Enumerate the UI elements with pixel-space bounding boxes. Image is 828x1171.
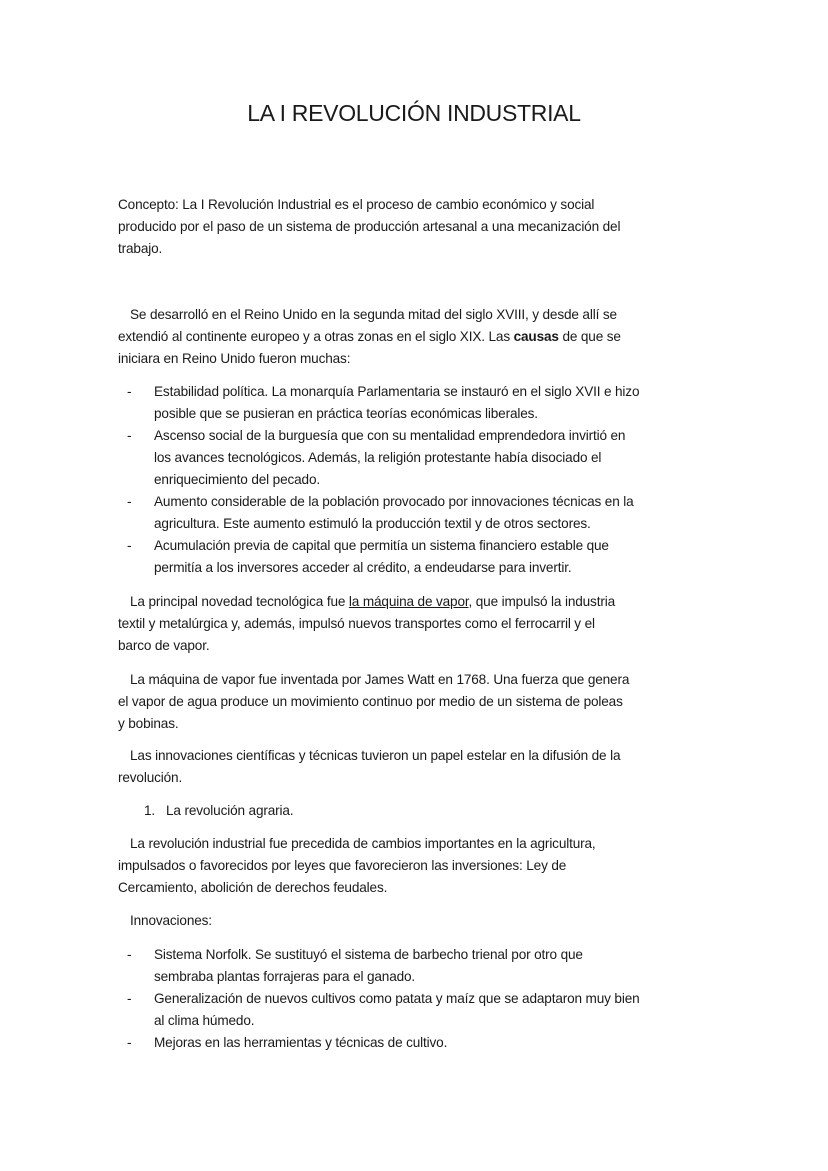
- text-line: barco de vapor.: [118, 638, 210, 653]
- text-line: al clima húmedo.: [154, 1013, 255, 1028]
- causes-list: [118, 381, 738, 579]
- text: extendió al continente europeo y a otras zonas en el siglo XIX. Las: [118, 329, 514, 344]
- text-line: Aumento considerable de la población provocado por innovaciones técnicas en la: [154, 494, 634, 509]
- list-item: [118, 535, 738, 579]
- text-line: Se desarrolló en el Reino Unido en la segunda mitad del siglo XVIII, y desde allí se: [130, 307, 617, 322]
- bullet-dash: -: [127, 538, 132, 553]
- underlined-term: la máquina de vapor: [348, 594, 469, 609]
- text-line: sembraba plantas forrajeras para el ganado.: [154, 969, 416, 984]
- list-item: [118, 381, 738, 425]
- concept-paragraph: [118, 194, 738, 260]
- text-line: los avances tecnológicos. Además, la religión protestante había disociado el: [154, 450, 602, 465]
- text-line: impulsados o favorecidos por leyes que favorecieron las inversiones: Ley de: [118, 858, 567, 873]
- text-line: Estabilidad política. La monarquía Parlamentaria se instauró en el siglo XVII e hizo: [154, 384, 640, 399]
- innovaciones-label: [118, 910, 738, 932]
- bold-causas: causas: [513, 329, 559, 344]
- text-line: y bobinas.: [118, 716, 179, 731]
- text-line: trabajo.: [118, 241, 163, 256]
- text-line: Innovaciones:: [130, 913, 212, 928]
- text-line: textil y metalúrgica y, además, impulsó nuevos transportes como el ferrocarril y el: [118, 616, 595, 631]
- text-line: Acumulación previa de capital que permitía un sistema financiero estable que: [154, 538, 609, 553]
- text-line: posible que se pusieran en práctica teorías económicas liberales.: [154, 406, 538, 421]
- text-line: Mejoras en las herramientas y técnicas de cultivo.: [154, 1035, 448, 1050]
- innovations-paragraph: [118, 745, 738, 789]
- list-item: [118, 944, 738, 988]
- list-item: [118, 988, 738, 1032]
- text-line: Sistema Norfolk. Se sustituyó el sistema de barbecho trienal por otro que: [154, 947, 583, 962]
- intro-paragraph: [118, 304, 738, 370]
- text-line: Cercamiento, abolición de derechos feudales.: [118, 880, 388, 895]
- text-line: [118, 591, 738, 613]
- text-line: producido por el paso de un sistema de producción artesanal a una mecanización del: [118, 219, 621, 234]
- item-number: 1.: [144, 803, 156, 818]
- list-item: [118, 425, 738, 491]
- bullet-dash: -: [127, 428, 132, 443]
- innovations-list: [118, 944, 738, 1054]
- bullet-dash: -: [127, 384, 132, 399]
- numbered-item: [118, 800, 738, 822]
- text-line: Ascenso social de la burguesía que con su mentalidad emprendedora invirtió en: [154, 428, 626, 443]
- section-heading-agraria: [118, 800, 738, 822]
- text-line: agricultura. Este aumento estimuló la producción textil y de otros sectores.: [154, 516, 591, 531]
- bullet-dash: -: [127, 991, 132, 1006]
- text-line: el vapor de agua produce un movimiento continuo por medio de un sistema de poleas: [118, 694, 623, 709]
- text: , que impulsó la industria: [468, 594, 615, 609]
- text-line: iniciara en Reino Unido fueron muchas:: [118, 351, 351, 366]
- agraria-paragraph: [118, 833, 738, 899]
- text-line: [118, 326, 738, 348]
- text-line: Generalización de nuevos cultivos como patata y maíz que se adaptaron muy bien: [154, 991, 640, 1006]
- text-line: Concepto: La I Revolución Industrial es el proceso de cambio económico y social: [118, 197, 595, 212]
- text-line: permitía a los inversores acceder al crédito, a endeudarse para invertir.: [154, 560, 572, 575]
- text-line: revolución.: [118, 770, 183, 785]
- list-item: [118, 491, 738, 535]
- bullet-dash: -: [127, 947, 132, 962]
- text: de que se: [558, 329, 621, 344]
- text-line: enriquecimiento del pecado.: [154, 472, 320, 487]
- list-item: [118, 1032, 738, 1054]
- bullet-dash: -: [127, 1035, 132, 1050]
- text-line: La máquina de vapor fue inventada por James Watt en 1768. Una fuerza que genera: [130, 672, 630, 687]
- bullet-dash: -: [127, 494, 132, 509]
- text-line: La revolución industrial fue precedida de cambios importantes en la agricultura,: [130, 836, 596, 851]
- watt-paragraph: [118, 669, 738, 735]
- steam-engine-paragraph: [118, 591, 738, 657]
- item-label: La revolución agraria.: [166, 803, 294, 818]
- text-line: Las innovaciones científicas y técnicas tuvieron un papel estelar en la difusión de la: [130, 748, 621, 763]
- text: La principal novedad tecnológica fue: [130, 594, 349, 609]
- page-title: LA I REVOLUCIÓN INDUSTRIAL: [247, 100, 581, 126]
